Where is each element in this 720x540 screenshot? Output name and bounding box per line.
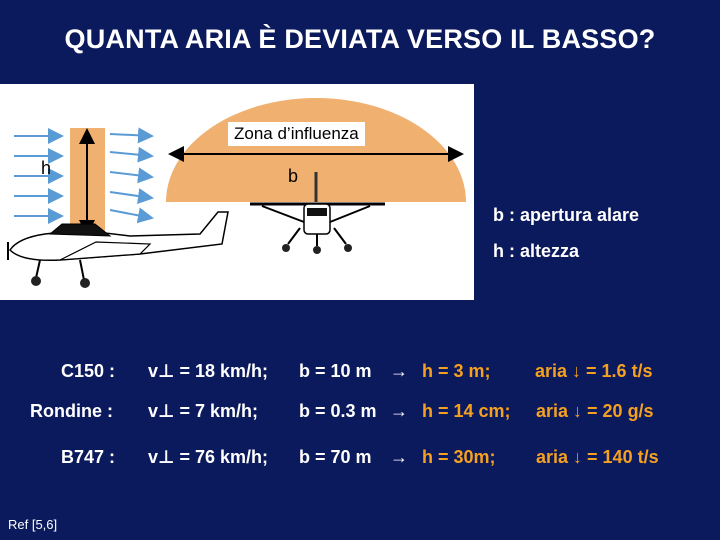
- row-velocity: v⊥ = 76 km/h;: [148, 447, 269, 467]
- deflected-flow-arrows: [110, 134, 152, 218]
- h-label: h: [41, 158, 52, 178]
- row-span: b = 10 m: [299, 361, 372, 381]
- legend-b-definition: b : apertura alare: [493, 205, 640, 225]
- row-arrow: →: [390, 361, 408, 381]
- legend-h-definition: h : altezza: [493, 241, 580, 261]
- row-height: h = 14 cm;: [422, 401, 511, 421]
- row-arrow: →: [390, 401, 408, 421]
- airflow-diagram: [0, 84, 474, 300]
- incoming-flow-arrows: [14, 136, 62, 216]
- row-arrow: →: [390, 447, 408, 467]
- row-air-flow: aria ↓ = 20 g/s: [536, 401, 654, 421]
- row-rondine: [0, 401, 720, 427]
- airflow-figure: [0, 84, 474, 300]
- row-name: C150 :: [61, 361, 116, 381]
- row-name: B747 :: [61, 447, 116, 467]
- row-height: h = 30m;: [422, 447, 496, 467]
- slide-title: QUANTA ARIA È DEVIATA VERSO IL BASSO?: [64, 24, 656, 54]
- row-air-flow: aria ↓ = 140 t/s: [536, 447, 659, 467]
- row-span: b = 0.3 m: [299, 401, 377, 421]
- row-c150: [0, 361, 720, 387]
- row-span: b = 70 m: [299, 447, 372, 467]
- row-velocity: v⊥ = 18 km/h;: [148, 361, 269, 381]
- row-air-flow: aria ↓ = 1.6 t/s: [535, 361, 653, 381]
- side-view-airplane: [8, 212, 228, 288]
- row-name: Rondine :: [30, 401, 113, 421]
- row-b747: [0, 447, 720, 473]
- influence-zone-label: Zona d’influenza: [228, 122, 365, 146]
- b-label: b: [288, 166, 299, 186]
- reference-note: Ref [5,6]: [8, 517, 58, 532]
- row-height: h = 3 m;: [422, 361, 491, 381]
- row-velocity: v⊥ = 7 km/h;: [148, 401, 258, 421]
